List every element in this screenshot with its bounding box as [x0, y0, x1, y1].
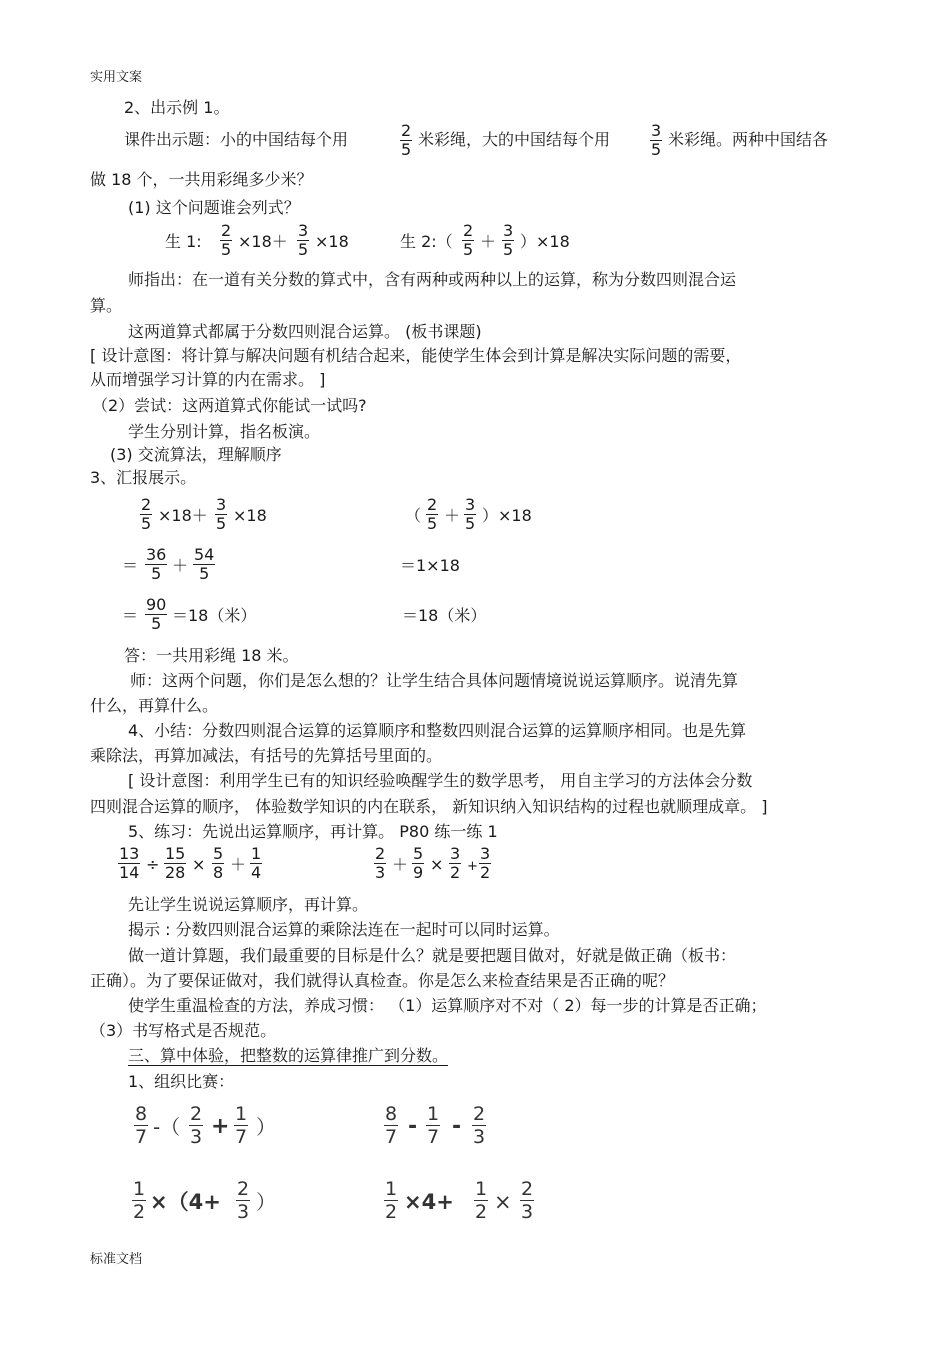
denominator: 5: [651, 140, 662, 159]
numerator: 3: [216, 495, 227, 514]
text-line: ×18: [315, 232, 349, 251]
denominator: 5: [298, 240, 309, 259]
text-line: 正确）。为了要保证做对，我们就得认真检查。你是怎么来检查结果是否正确的呢？: [90, 971, 675, 990]
text-line: ×18＋: [238, 232, 288, 251]
text-line: 做 18 个，一共用彩绳多少米？: [90, 170, 313, 189]
numerator: 8: [135, 1103, 148, 1125]
denominator: 28: [165, 863, 186, 882]
text-line: +: [467, 859, 478, 874]
denominator: 5: [401, 140, 412, 159]
denominator: 2: [450, 863, 461, 882]
fraction: [236, 1178, 250, 1223]
text-line: （3）书写格式是否规范。: [90, 1021, 277, 1040]
text-line: 什么，再算什么。: [90, 696, 219, 715]
fraction: [189, 1103, 203, 1148]
denominator: 5: [503, 240, 514, 259]
numerator: 2: [521, 1178, 534, 1200]
numerator: 8: [385, 1103, 398, 1125]
text-line: 答：一共用彩绳 18 米。: [124, 646, 299, 665]
fraction: [118, 845, 140, 882]
denominator: 5: [199, 564, 210, 583]
fraction: [400, 122, 412, 159]
text-line: ＋: [230, 855, 247, 874]
text-line: 生 1:: [165, 232, 202, 251]
text-line: ＋: [444, 506, 461, 525]
fraction: [474, 1178, 488, 1223]
fraction: [234, 1103, 248, 1148]
text-line: 使学生重温检查的方法，养成习惯： （1）运算顺序对不对（ 2）每一步的计算是否正确；: [128, 996, 767, 1015]
fraction: [164, 845, 186, 882]
text-line: 师：这两个问题，你们是怎么想的？让学生结合具体问题情境说说运算顺序。说清先算: [130, 671, 739, 690]
numerator: 2: [190, 1103, 203, 1125]
text-line: ×（4+: [150, 1190, 221, 1214]
fraction: [132, 1178, 146, 1223]
fraction: [193, 546, 215, 583]
denominator: 5: [427, 514, 438, 533]
text-line: ＝18（米）: [172, 606, 257, 625]
denominator: 5: [151, 564, 162, 583]
text-line: ）: [256, 1115, 276, 1139]
numerator: 2: [221, 221, 232, 240]
fraction: [145, 596, 167, 633]
page-footer: 标准文档: [90, 1252, 143, 1267]
text-line: 米彩绳。两种中国结各: [668, 130, 829, 149]
numerator: 1: [427, 1103, 440, 1125]
text-line: 课件出示题：小的中国结每个用: [124, 130, 349, 149]
numerator: 2: [463, 221, 474, 240]
numerator: 2: [473, 1103, 486, 1125]
fraction: [520, 1178, 534, 1223]
text-line: 2、出示例 1。: [124, 98, 230, 117]
text-line: ）: [256, 1190, 276, 1214]
text-line: -: [408, 1114, 418, 1139]
numerator: 3: [651, 121, 662, 140]
numerator: 5: [213, 844, 224, 863]
denominator: 2: [475, 1201, 488, 1223]
denominator: 5: [221, 240, 232, 259]
fraction: [502, 222, 514, 259]
text-line: 生 2:（: [400, 232, 453, 251]
fraction: [462, 222, 474, 259]
text-line: 这两道算式都属于分数四则混合运算。 (板书课题): [128, 322, 482, 341]
text-line: 5、练习：先说出运算顺序，再计算。 P80 练一练 1: [128, 822, 498, 841]
text-line: 四则混合运算的顺序， 体验数学知识的内在联系， 新知识纳入知识结构的过程也就顺理成章。 ]: [90, 797, 768, 816]
text-line: ＋: [172, 556, 189, 575]
text-line: ）×18: [520, 232, 570, 251]
numerator: 2: [427, 495, 438, 514]
text-line: 乘除法，再算加减法，有括号的先算括号里面的。: [90, 746, 443, 765]
text-line: (3) 交流算法，理解顺序: [110, 445, 282, 464]
fraction: [650, 122, 662, 159]
text-line: ＝: [122, 556, 139, 575]
text-line: ×4+: [404, 1190, 454, 1214]
fraction: [220, 222, 232, 259]
text-line: 学生分别计算，指名板演。: [128, 422, 321, 441]
text-line: 3、汇报展示。: [90, 468, 197, 487]
text-line: 1、组织比赛：: [128, 1072, 235, 1091]
denominator: 14: [119, 863, 140, 882]
denominator: 5: [216, 514, 227, 533]
fraction: [140, 496, 152, 533]
fraction: [250, 845, 262, 882]
fraction: [384, 1178, 398, 1223]
text-line: 揭示 : 分数四则混合运算的乘除法连在一起时可以同时运算。: [128, 920, 560, 939]
denominator: 4: [251, 863, 262, 882]
numerator: 3: [480, 844, 491, 863]
text-line: ＋: [392, 855, 409, 874]
fraction: [374, 845, 386, 882]
denominator: 7: [427, 1126, 440, 1148]
fraction: [215, 496, 227, 533]
text-line: -: [452, 1114, 462, 1139]
page-header: 实用文案: [90, 70, 143, 85]
denominator: 5: [463, 240, 474, 259]
fraction: [426, 496, 438, 533]
fraction: [426, 1103, 440, 1148]
text-line: (1) 这个问题谁会列式？: [128, 198, 300, 217]
denominator: 2: [480, 863, 491, 882]
text-line: （: [405, 506, 422, 525]
fraction: [145, 546, 167, 583]
denominator: 3: [375, 863, 386, 882]
text-line: ＋: [480, 232, 497, 251]
fraction: [412, 845, 424, 882]
text-line: ×: [192, 855, 206, 874]
denominator: 2: [385, 1201, 398, 1223]
numerator: 90: [146, 595, 167, 614]
text-line: 做一道计算题，我们最重要的目标是什么？就是要把题目做对，好就是做正确（板书：: [128, 946, 737, 965]
text-line: 先让学生说说运算顺序，再计算。: [128, 895, 369, 914]
numerator: 3: [465, 495, 476, 514]
fraction: [297, 222, 309, 259]
text-line: ×18＋: [158, 506, 208, 525]
text-line: ＝18（米）: [402, 606, 487, 625]
denominator: 7: [135, 1126, 148, 1148]
fraction: [464, 496, 476, 533]
numerator: 1: [251, 844, 262, 863]
numerator: 1: [385, 1178, 398, 1200]
section-heading: 三、算中体验，把整数的运算律推广到分数。: [128, 1046, 449, 1065]
text-line: [ 设计意图：利用学生已有的知识经验唤醒学生的数学思考， 用自主学习的方法体会分数: [128, 771, 753, 790]
text-line: 4、小结：分数四则混合运算的运算顺序和整数四则混合运算的运算顺序相同。也是先算: [128, 721, 747, 740]
text-line: ×: [494, 1190, 512, 1214]
fraction: [134, 1103, 148, 1148]
numerator: 2: [141, 495, 152, 514]
numerator: 1: [475, 1178, 488, 1200]
denominator: 5: [465, 514, 476, 533]
numerator: 3: [450, 844, 461, 863]
numerator: 36: [146, 545, 167, 564]
fraction: [384, 1103, 398, 1148]
denominator: 3: [237, 1201, 250, 1223]
fraction: [212, 845, 224, 882]
text-line: ×: [430, 855, 444, 874]
numerator: 1: [133, 1178, 146, 1200]
text-line: （2）尝试：这两道算式你能试一试吗?: [92, 396, 367, 415]
numerator: 15: [165, 844, 186, 863]
numerator: 2: [237, 1178, 250, 1200]
text-line: +: [211, 1114, 230, 1139]
denominator: 3: [521, 1201, 534, 1223]
text-line: -（: [153, 1115, 181, 1139]
numerator: 3: [298, 221, 309, 240]
text-line: [ 设计意图：将计算与解决问题有机结合起来，能使学生体会到计算是解决实际问题的需要，: [90, 346, 742, 365]
text-line: ＝: [122, 606, 139, 625]
denominator: 7: [385, 1126, 398, 1148]
fraction: [479, 845, 491, 882]
numerator: 2: [401, 121, 412, 140]
denominator: 5: [151, 614, 162, 633]
text-line: 算。: [90, 296, 123, 315]
text-line: 从而增强学习计算的内在需求。 ]: [90, 370, 326, 389]
numerator: 2: [375, 844, 386, 863]
denominator: 8: [213, 863, 224, 882]
text-line: ＝1×18: [400, 556, 460, 575]
denominator: 3: [190, 1126, 203, 1148]
numerator: 13: [119, 844, 140, 863]
denominator: 9: [413, 863, 424, 882]
text-line: 师指出：在一道有关分数的算式中，含有两种或两种以上的运算，称为分数四则混合运: [128, 270, 737, 289]
numerator: 5: [413, 844, 424, 863]
text-line: ÷: [146, 855, 160, 874]
denominator: 3: [473, 1126, 486, 1148]
numerator: 54: [194, 545, 215, 564]
text-line: 米彩绳，大的中国结每个用: [418, 130, 611, 149]
fraction: [449, 845, 461, 882]
numerator: 1: [235, 1103, 248, 1125]
text-line: ×18: [233, 506, 267, 525]
denominator: 5: [141, 514, 152, 533]
numerator: 3: [503, 221, 514, 240]
denominator: 7: [235, 1126, 248, 1148]
fraction: [472, 1103, 486, 1148]
text-line: ）×18: [482, 506, 532, 525]
denominator: 2: [133, 1201, 146, 1223]
